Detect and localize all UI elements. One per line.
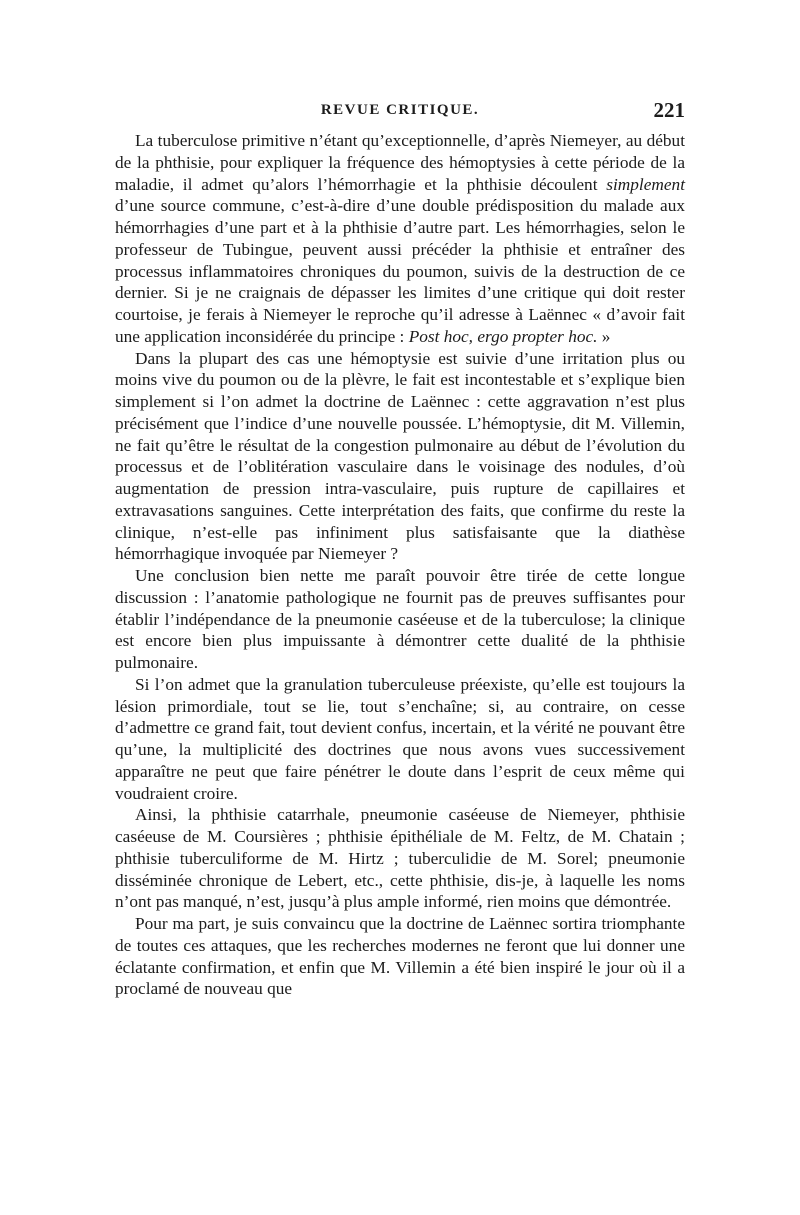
paragraph [115, 913, 685, 1000]
text-run: d’une source commune, c’est-à-dire d’une double prédisposition du malade aux hémorrhagies d’une part et à la phthisie d’autre part. Les hémorrhagies, selon le professeur de Tubingue, peuvent aussi précéder la phthisie et entraîner des processus inflammatoires chroniques du poumon, suivis de la destruction de ce dernier. Si je ne craignais de dépasser les limites d’une critique qui doit rester courtoise, je ferais à Niemeyer le reproche qu’il adresse à Laënnec « d’avoir fait une application inconsidérée du principe : [115, 196, 685, 346]
book-page [115, 100, 685, 1000]
text-run: Ainsi, la phthisie catarrhale, pneumonie caséeuse de Niemeyer, phthisie caséeuse de M. Coursières ; phthisie épithéliale de M. Feltz, de M. Chatain ; phthisie tuberculiforme de M. Hirtz ; tuberculidie de M. Sorel; pneumonie disséminée chronique de Lebert, etc., cette phthisie, dis-je, à laquelle les noms n’ont pas manqué, n’est, jusqu’à plus ample informé, rien moins que démontrée. [115, 805, 685, 912]
paragraph [115, 130, 685, 348]
page-number: 221 [653, 98, 685, 122]
text-run: Si l’on admet que la granulation tuberculeuse préexiste, qu’elle est toujours la lésion primordiale, tout se lie, tout s’enchaîne; si, au contraire, on cesse d’admettre ce grand fait, tout devient confus, incertain, et la vérité ne pouvant être qu’une, la multiplicité des doctrines que nous avons vues successivement apparaître ne peut que faire pénétrer le doute dans l’esprit de ceux même qui voudraient croire. [115, 674, 685, 803]
text-run: » [597, 326, 611, 346]
text-run: La tuberculose primitive n’étant qu’exceptionnelle, d’après Niemeyer, au début de la phthisie, pour expliquer la fréquence des hémoptysies à cette période de la maladie, il admet qu’alors l’hémorrhagie et la phthisie découlent [115, 131, 685, 194]
text-run: Pour ma part, je suis convaincu que la doctrine de Laënnec sortira triomphante de toutes ces attaques, que les recherches modernes ne feront que lui donner une éclatante confirmation, et enfin que M. Villemin a été bien inspiré le jour où il a proclamé de nouveau que [115, 914, 685, 999]
text-run: Dans la plupart des cas une hémoptysie est suivie d’une irritation plus ou moins vive du poumon ou de la plèvre, le fait est incontestable et s’explique bien simplement si l’on admet la doctrine de Laënnec : cette aggravation n’est plus précisément que l’indice d’une nouvelle poussée. L’hémoptysie, dit M. Villemin, ne fait qu’être le résultat de la congestion pulmonaire au début de l’évolution du processus et de l’oblitération vasculaire dans le voisinage des nodules, d’où augmentation de pression intra-vasculaire, puis rupture de capillaires et extravasations sanguines. Cette interprétation des faits, que confirme du reste la clinique, n’est-elle pas infiniment plus satisfaisante que la diathèse hémorrhagique invoquée par Niemeyer ? [115, 348, 685, 564]
body-text [115, 130, 685, 1000]
paragraph [115, 348, 685, 566]
paragraph [115, 565, 685, 674]
italic-text: Post hoc, ergo propter hoc. [408, 326, 598, 346]
paragraph [115, 674, 685, 805]
running-head [115, 100, 685, 126]
italic-text: simplement [606, 174, 685, 194]
running-title: REVUE CRITIQUE. [320, 102, 480, 118]
text-run: Une conclusion bien nette me paraît pouvoir être tirée de cette longue discussion : l’anatomie pathologique ne fournit pas de preuves suffisantes pour établir l’indépendance de la pneumonie caséeuse et de la tuberculose; la clinique est encore bien plus impuissante à démontrer cette dualité de la phthisie pulmonaire. [115, 566, 685, 672]
paragraph [115, 804, 685, 913]
